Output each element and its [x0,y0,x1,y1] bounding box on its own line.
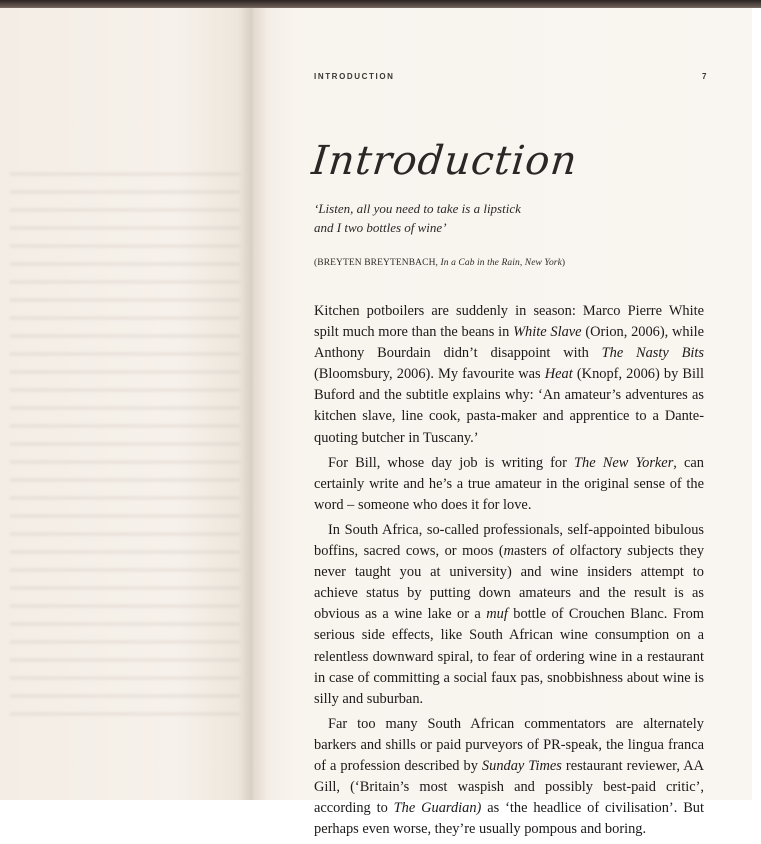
paragraph-2 [314,453,704,516]
paragraph-3 [314,520,704,710]
book-gutter [238,8,268,800]
text-run: In South Africa, so-called professionals, self-appointed bibulous boffins, sacred cows, or moos ( [314,521,704,560]
epigraph-line-1: ‘Listen, all you need to take is a lipstick [314,201,521,216]
text-run: asters [514,543,553,560]
acronym-letter: s [627,543,633,560]
text-run: Far too many South African commentators are alternately barkers and shills or paid purveyors of PR-speak, the lingua franca of a profession described by [314,715,704,774]
text-run: (Orion, 2006), while Anthony Bourdain didn’t disappoint with [314,324,705,362]
newspaper-title-sunday-times: Sunday Times [481,757,562,774]
text-run: f [559,543,570,560]
text-run: (Bloomsbury, 2006). My favourite was [314,366,545,383]
term-muf: muf [486,606,508,623]
book-title-heat: Heat [544,366,573,383]
attribution-close: ) [561,258,566,268]
epigraph-line-2: and I two bottles of wine’ [314,220,447,235]
text-run: restaurant reviewer, AA Gill, (‘Britain’s most waspish and possibly best-paid critic’, according to [314,757,705,817]
running-head [314,72,708,81]
left-page [0,8,252,800]
acronym-letter: o [552,543,560,560]
text-run: For Bill, whose day job is writing for [328,454,575,471]
text-run: (Knopf, 2006) by Bill Buford and the subtitle explains why: ‘An amateur’s adventures as kitchen slave, line cook, pasta-maker and apprentice to a Dante-quoting butcher in Tuscany.’ [314,366,704,446]
chapter-title-handwritten: Introduction [309,138,580,184]
scan-right-margin [752,8,761,800]
attribution-source: In a Cab in the Rain, New York [440,258,562,268]
running-head-section: INTRODUCTION [314,72,395,81]
text-run: ubjects they never taught you at university) and wine insiders attempt to achieve status by putting down amateurs and the result is as obvious as a wine lake or a [314,543,705,623]
newspaper-title-guardian: The Guardian) [393,800,482,817]
text-run: Kitchen potboilers are suddenly in season: Marco Pierre White spilt much more than the beans in [314,303,704,341]
page-number: 7 [701,72,708,81]
text-run: bottle of Crouchen Blanc. From serious side effects, like South African wine consumption on a relentless downward spiral, to fear of ordering wine in a restaurant in case of committing a social faux pas, snobbishness about wine is silly and suburban. [314,606,704,707]
paragraph-4 [314,714,704,841]
text-run: , can certainly write and he’s a true amateur in the original sense of the word – someone who does it for love. [314,454,704,513]
text-run: lfactory [577,543,628,560]
book-title-white-slave: White Slave [513,324,582,341]
acronym-letter: o [569,543,578,560]
attribution-author: (BREYTEN BREYTENBACH, [314,258,439,268]
epigraph [314,199,694,237]
book-title-nasty-bits: The Nasty Bits [601,345,704,362]
text-run: as ‘the headlice of civilisation’. But perhaps even worse, they’re usually pompous and boring. [314,800,704,838]
magazine-title-new-yorker: The New Yorker [574,454,674,471]
paragraph-1 [314,301,704,449]
acronym-letter: m [503,543,515,560]
epigraph-attribution [314,258,714,268]
left-page-bleedthrough [10,158,240,718]
body-text [314,301,704,844]
